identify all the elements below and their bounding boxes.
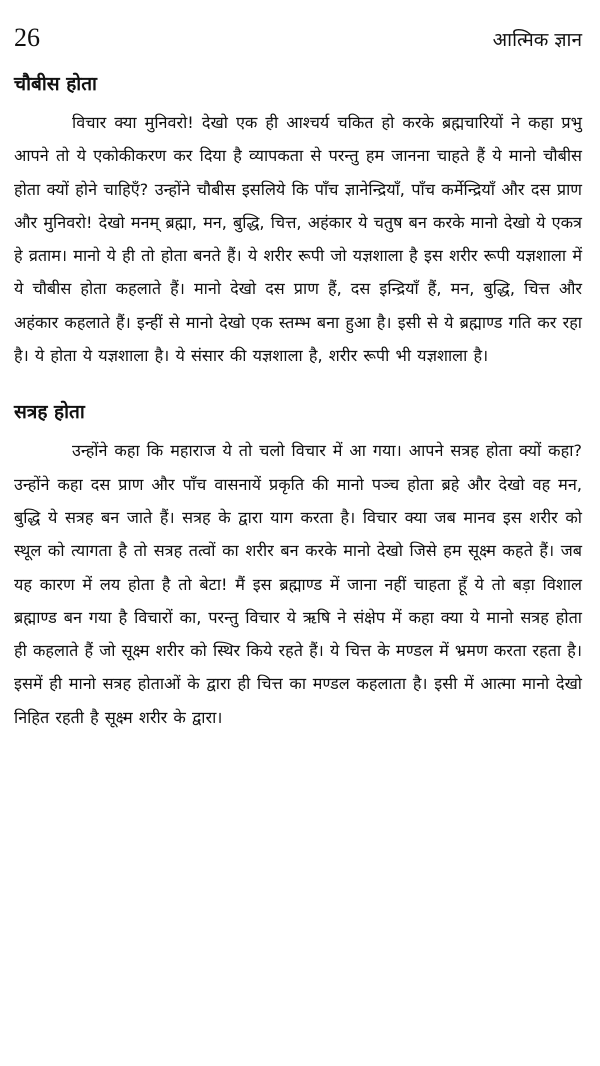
section-paragraph: विचार क्या मुनिवरो! देखो एक ही आश्चर्य चकित हो करके ब्रह्मचारियों ने कहा प्रभु आपने तो ये एकोकीकरण कर दिया है व्यापकता से परन्तु हम जानना चाहते हैं ये मानो चौबीस होता क्यों होने चाहिएँ? उन्होंने चौबीस इसलिये कि पाँच ज्ञानेन्द्रियाँ, पाँच कर्मेन्द्रियाँ और दस प्राण और मुनिवरो! देखो मनम् ब्रह्मा, मन, बुद्धि, चित्त, अहंकार ये चतुष बन करके मानो देखो ये एकत्र हे व्रताम। मानो ये ही तो होता बनते हैं। ये शरीर रूपी जो यज्ञशाला है इस शरीर रूपी यज्ञशाला में ये चौबीस होता कहलाते हैं। मानो देखो दस प्राण हैं, दस इन्द्रियाँ हैं, मन, बुद्धि, चित्त और अहंकार कहलाते हैं। इन्हीं से मानो देखो एक स्तम्भ बना हुआ है। इसी से ये ब्रह्माण्ड गति कर रहा है। ये होता ये यज्ञशाला है। ये संसार की यज्ञशाला है, शरीर रूपी भी यज्ञशाला है। [14,113,582,366]
section-heading: सत्रह होता [14,401,85,424]
section-heading: चौबीस होता [14,73,97,95]
section-chaubis-hota [14,66,582,372]
running-title: आत्मिक ज्ञान [492,29,582,51]
section-satrah-hota [14,394,582,734]
page-header [14,18,582,58]
page-number: 26 [14,23,40,52]
section-paragraph: उन्होंने कहा कि महाराज ये तो चलो विचार में आ गया। आपने सत्रह होता क्यों कहा? उन्होंने कहा दस प्राण और पाँच वासनायें प्रकृति की मानो पञ्च होता ब्रहे और देखो वह मन, बुद्धि ये सत्रह बन जाते हैं। सत्रह के द्वारा याग करता है। विचार क्या जब मानव इस शरीर को स्थूल को त्यागता है तो सत्रह तत्वों का शरीर बन करके मानो देखो जिसे हम सूक्ष्म कहते हैं। जब यह कारण में लय होता है तो बेटा! मैं इस ब्रह्माण्ड में जाना नहीं चाहता हूँ ये तो बड़ा विशाल ब्रह्माण्ड बन गया है विचारों का, परन्तु विचार ये ऋषि ने संक्षेप में कहा क्या ये मानो सत्रह होता ही कहलाते हैं जो सूक्ष्म शरीर को स्थिर किये रहते हैं। ये चित्त के मण्डल में भ्रमण करता रहता है। इसमें ही मानो सत्रह होताओं के द्वारा ही चित्त का मण्डल कहलाता है। इसी में आत्मा मानो देखो निहित रहती है सूक्ष्म शरीर के द्वारा। [14,441,582,727]
